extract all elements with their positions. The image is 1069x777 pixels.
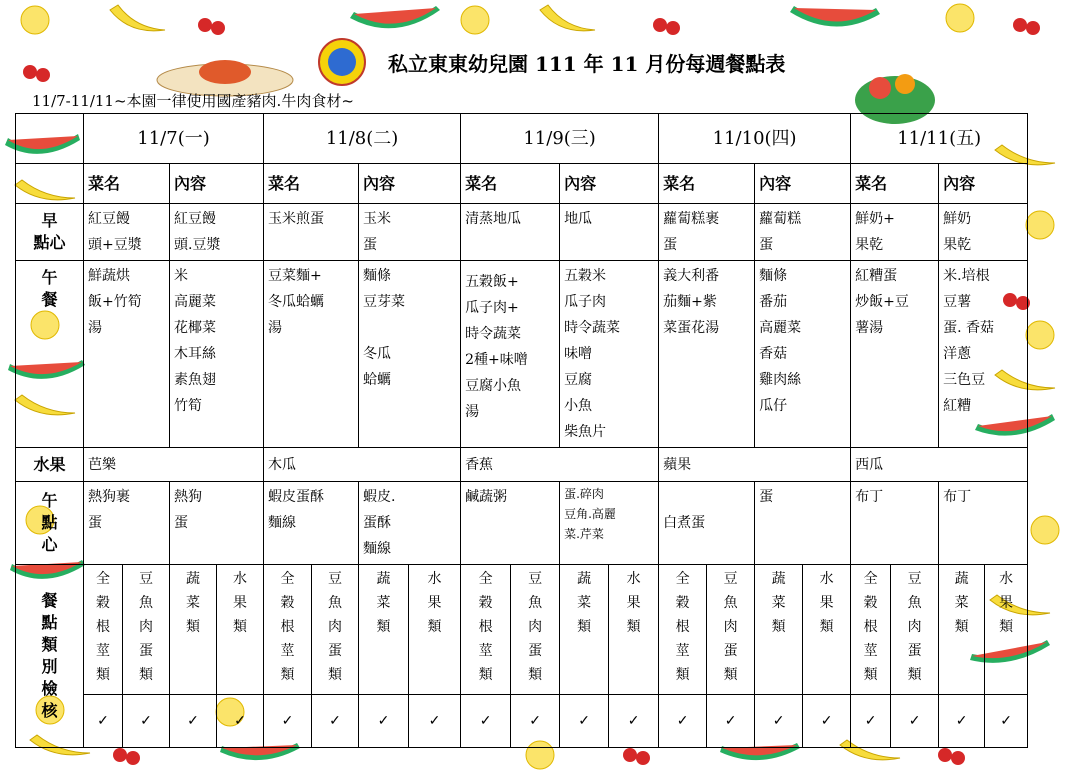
column-header-row [16, 164, 1028, 204]
snack-dish: 布丁 [851, 482, 939, 565]
breakfast-content: 紅豆饅 頭.豆漿 [170, 204, 264, 261]
lunch-dish: 義大利番 茄麵+紫 菜蛋花湯 [659, 261, 755, 448]
check-row [16, 695, 1028, 748]
lunch-content: 麵條 豆芽菜 冬瓜 蛤蠣 [359, 261, 461, 448]
check-label: 餐 點 類 別 檢 核 [16, 565, 84, 748]
snack-content: 熱狗 蛋 [170, 482, 264, 565]
category-fruit: 水 果 類 [803, 565, 851, 695]
snack-label: 午 點 心 [16, 482, 84, 565]
watermelon-icon [790, 6, 880, 27]
day-header: 11/9(三) [461, 114, 659, 164]
category-fruit: 水 果 類 [217, 565, 264, 695]
fruit-cell: 木瓜 [264, 448, 461, 482]
check-mark: ✓ [264, 695, 312, 748]
header [318, 42, 878, 82]
day-header: 11/7(一) [84, 114, 264, 164]
breakfast-dish: 蘿蔔糕裹 蛋 [659, 204, 755, 261]
snack-dish: 熱狗裹 蛋 [84, 482, 170, 565]
check-mark: ✓ [609, 695, 659, 748]
category-fruit: 水 果 類 [985, 565, 1028, 695]
breakfast-dish: 玉米煎蛋 [264, 204, 359, 261]
snack-row [16, 482, 1028, 565]
lunch-content: 五穀米 瓜子肉 時令蔬菜 味噌 豆腐 小魚 柴魚片 [560, 261, 659, 448]
check-mark: ✓ [755, 695, 803, 748]
fruit-label: 水果 [16, 448, 84, 482]
fruit-cell: 香蕉 [461, 448, 659, 482]
lunch-label: 午 餐 [16, 261, 84, 448]
lunch-dish: 五穀飯+ 瓜子肉+ 時令蔬菜 2種+味噌 豆腐小魚 湯 [461, 261, 560, 448]
corner-cell [16, 114, 84, 164]
lunch-content: 米 高麗菜 花椰菜 木耳絲 素魚翅 竹筍 [170, 261, 264, 448]
check-mark: ✓ [803, 695, 851, 748]
lunch-content: 麵條 番茄 高麗菜 香菇 雞肉絲 瓜仔 [755, 261, 851, 448]
fruit-cell: 西瓜 [851, 448, 1028, 482]
category-row [16, 565, 1028, 695]
check-mark: ✓ [985, 695, 1028, 748]
check-mark: ✓ [170, 695, 217, 748]
category-protein: 豆 魚 肉 蛋 類 [511, 565, 560, 695]
breakfast-content: 地瓜 [560, 204, 659, 261]
check-mark: ✓ [359, 695, 409, 748]
breakfast-label: 早 點心 [16, 204, 84, 261]
check-mark: ✓ [409, 695, 461, 748]
content-header: 內容 [170, 164, 264, 204]
snack-dish: 白煮蛋 [659, 482, 755, 565]
category-protein: 豆 魚 肉 蛋 類 [707, 565, 755, 695]
breakfast-dish: 鮮奶+ 果乾 [851, 204, 939, 261]
dish-header: 菜名 [84, 164, 170, 204]
page-title: 私立東東幼兒園 111 年 11 月份每週餐點表 [388, 51, 786, 76]
note-text: 11/7-11/11~本園一律使用國產豬肉.牛肉食材~ [32, 92, 354, 110]
snack-content: 蛋 [755, 482, 851, 565]
breakfast-dish: 清蒸地瓜 [461, 204, 560, 261]
lunch-dish: 鮮蔬烘 飯+竹筍 湯 [84, 261, 170, 448]
content-header: 內容 [755, 164, 851, 204]
content-header: 內容 [359, 164, 461, 204]
dish-header: 菜名 [851, 164, 939, 204]
fruit-cell: 蘋果 [659, 448, 851, 482]
category-vegetable: 蔬 菜 類 [560, 565, 609, 695]
check-mark: ✓ [312, 695, 359, 748]
snack-dish: 鹹蔬粥 [461, 482, 560, 565]
category-protein: 豆 魚 肉 蛋 類 [891, 565, 939, 695]
breakfast-content: 蘿蔔糕 蛋 [755, 204, 851, 261]
dish-header: 菜名 [264, 164, 359, 204]
fruit-cell: 芭樂 [84, 448, 264, 482]
check-mark: ✓ [84, 695, 123, 748]
check-mark: ✓ [939, 695, 985, 748]
lunch-dish: 豆菜麵+ 冬瓜蛤蠣 湯 [264, 261, 359, 448]
dish-header: 菜名 [659, 164, 755, 204]
day-header: 11/8(二) [264, 114, 461, 164]
check-mark: ✓ [707, 695, 755, 748]
school-logo-icon [318, 38, 366, 86]
category-grain: 全 穀 根 莖 類 [461, 565, 511, 695]
category-grain: 全 穀 根 莖 類 [84, 565, 123, 695]
check-mark: ✓ [511, 695, 560, 748]
category-protein: 豆 魚 肉 蛋 類 [312, 565, 359, 695]
check-mark: ✓ [851, 695, 891, 748]
category-vegetable: 蔬 菜 類 [755, 565, 803, 695]
category-vegetable: 蔬 菜 類 [170, 565, 217, 695]
breakfast-content: 鮮奶 果乾 [939, 204, 1028, 261]
lunch-content: 米.培根 豆薯 蛋. 香菇 洋蔥 三色豆 紅糟 [939, 261, 1028, 448]
lunch-dish: 紅糟蛋 炒飯+豆 薯湯 [851, 261, 939, 448]
check-mark: ✓ [560, 695, 609, 748]
dish-header: 菜名 [461, 164, 560, 204]
snack-content: 蛋.碎肉 豆角.高麗 菜.芹菜 [560, 482, 659, 565]
snack-dish: 蝦皮蛋酥 麵線 [264, 482, 359, 565]
breakfast-dish: 紅豆饅 頭+豆漿 [84, 204, 170, 261]
content-header: 內容 [939, 164, 1028, 204]
category-grain: 全 穀 根 莖 類 [851, 565, 891, 695]
category-grain: 全 穀 根 莖 類 [659, 565, 707, 695]
fruit-row [16, 448, 1028, 482]
check-mark: ✓ [217, 695, 264, 748]
category-fruit: 水 果 類 [409, 565, 461, 695]
day-header: 11/11(五) [851, 114, 1028, 164]
category-vegetable: 蔬 菜 類 [939, 565, 985, 695]
date-row [16, 114, 1028, 164]
check-mark: ✓ [659, 695, 707, 748]
lunch-row [16, 261, 1028, 448]
category-vegetable: 蔬 菜 類 [359, 565, 409, 695]
category-protein: 豆 魚 肉 蛋 類 [123, 565, 170, 695]
content-header: 內容 [560, 164, 659, 204]
breakfast-content: 玉米 蛋 [359, 204, 461, 261]
check-mark: ✓ [461, 695, 511, 748]
category-fruit: 水 果 類 [609, 565, 659, 695]
snack-content: 布丁 [939, 482, 1028, 565]
category-grain: 全 穀 根 莖 類 [264, 565, 312, 695]
watermelon-icon [350, 6, 440, 28]
breakfast-row [16, 204, 1028, 261]
day-header: 11/10(四) [659, 114, 851, 164]
menu-table [15, 113, 1028, 748]
snack-content: 蝦皮. 蛋酥 麵線 [359, 482, 461, 565]
corner-cell [16, 164, 84, 204]
check-mark: ✓ [891, 695, 939, 748]
check-mark: ✓ [123, 695, 170, 748]
